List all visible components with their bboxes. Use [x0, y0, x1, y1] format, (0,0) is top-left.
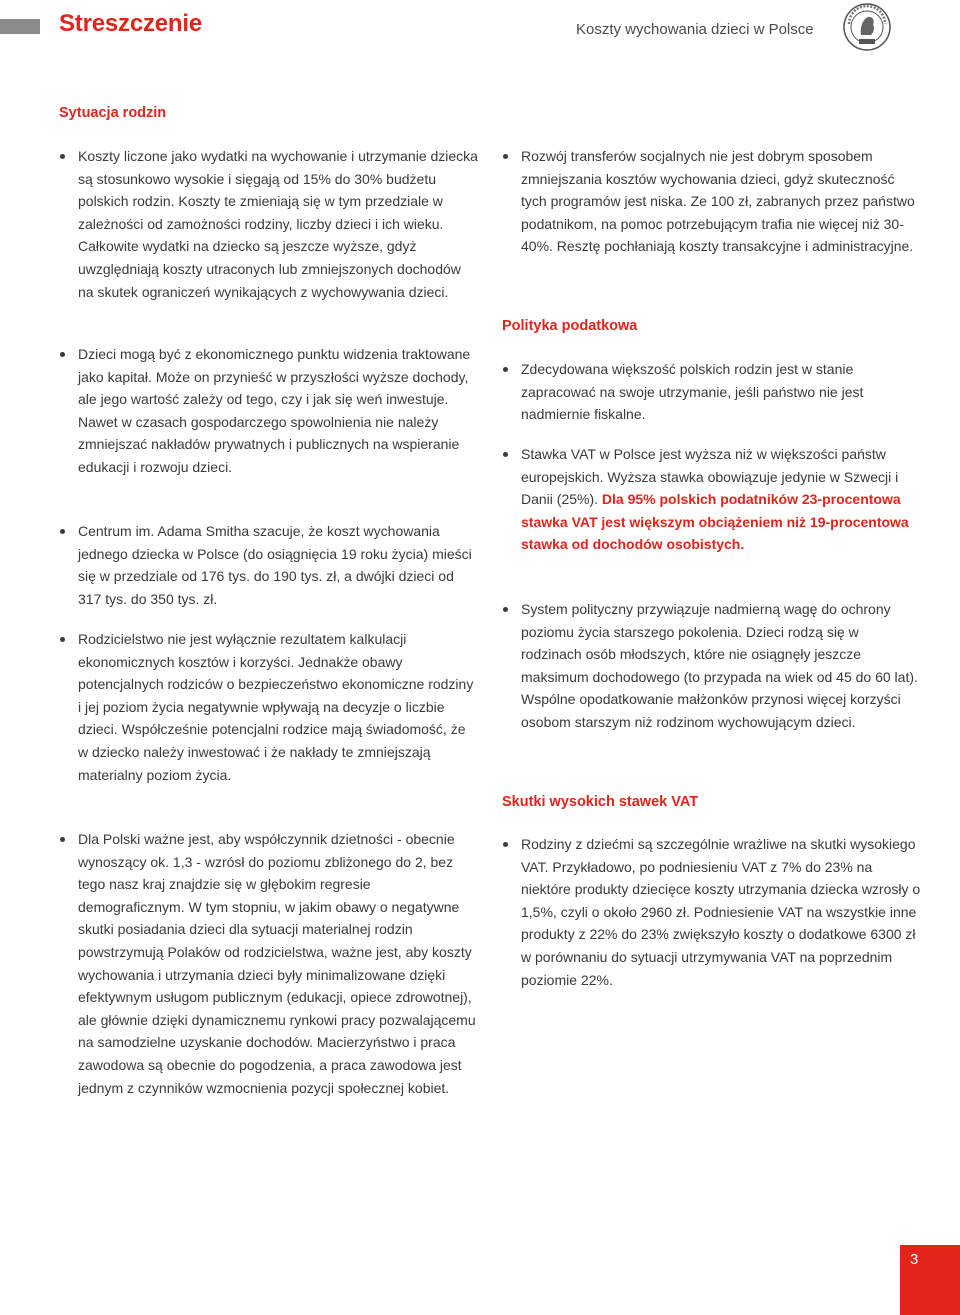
- list-item: Rozwój transferów socjalnych nie jest dobrym sposobem zmniejszania kosztów wychowania dzieci, gdyż skuteczność tych programów jest niska. Ze 100 zł, zabranych przez państwo podatnikom, na pomoc potrzebującym trafia nie więcej niż 30-40%. Resztę pochłaniają koszty transakcyjne i administracyjne.: [502, 145, 921, 258]
- list-item-highlight: Dla 95% polskich podatników 23-procentowa stawka VAT jest większym obciążeniem niż 19-procentowa stawka od dochodów osobistych.: [521, 491, 909, 553]
- page-title: Streszczenie: [59, 10, 203, 37]
- list-item: Koszty liczone jako wydatki na wychowanie i utrzymanie dziecka są stosunkowo wysokie i sięgają od 15% do 30% budżetu polskich rodzin. Koszty te zmieniają się w tym przedziale w zależności od zamożności rodziny, liczby dzieci i ich wieku. Całkowite wydatki na dziecko są jeszcze wyższe, gdyż uwzględniają koszty utraconych lub zmniejszonych dochodów na skutek ograniczeń wynikających z wychowywania dzieci.: [59, 145, 478, 303]
- list-item: System polityczny przywiązuje nadmierną wagę do ochrony poziomu życia starszego pokolenia. Dzieci rodzą się w rodzinach osób młodszych, które nie osiągnęły jeszcze maksimum dochodowego (to przypada na wiek od 45 do 60 lat). Wspólne opodatkowanie małżonków przynosi więcej korzyści osobom starszym niż rodzinom wychowującym dzieci.: [502, 598, 921, 734]
- document-title: Koszty wychowania dzieci w Polsce: [576, 21, 814, 38]
- page-number: 3: [910, 1251, 919, 1268]
- list-item: Centrum im. Adama Smitha szacuje, że koszt wychowania jednego dziecka w Polsce (do osiągnięcia 19 roku życia) mieści się w przedziale od 176 tys. do 190 tys. zł, a dwójki dzieci od 317 tys. do 350 tys. zł.: [59, 520, 478, 610]
- section-heading-sytuacja-rodzin: Sytuacja rodzin: [59, 105, 167, 121]
- adam-smith-centre-seal-icon: [842, 2, 892, 52]
- section-heading-skutki-vat: Skutki wysokich stawek VAT: [502, 794, 699, 810]
- list-item-text: Stawka VAT w Polsce jest wyższa niż w większości państw europejskich. Wyższa stawka obowiązuje jedynie w Szwecji i Danii (25%).: [521, 446, 899, 508]
- page-number-box: [900, 1245, 960, 1315]
- section-heading-polityka-podatkowa: Polityka podatkowa: [502, 318, 638, 334]
- list-item: Rodziny z dziećmi są szczególnie wrażliwe na skutki wysokiego VAT. Przykładowo, po podniesieniu VAT z 7% do 23% na niektóre produkty dziecięce koszty utrzymania dziecka wzrosły o 1,5%, czyli o około 2960 zł. Podniesienie VAT na wszystkie inne produkty z 22% do 23% zwiększyło koszty o dodatkowe 6300 zł w porównaniu do sytuacji utrzymywania VAT na poprzednim poziomie 22%.: [502, 833, 921, 991]
- list-item: Rodzicielstwo nie jest wyłącznie rezultatem kalkulacji ekonomicznych kosztów i korzyści. Jednakże obawy potencjalnych rodziców o bezpieczeństwo ekonomiczne rodziny i jej poziom życia negatywnie wpływają na decyzje o liczbie dzieci. Współcześnie potencjalni rodzice mają świadomość, że w dziecko należy inwestować i że nakłady te zmniejszają materialny poziom życia.: [59, 628, 478, 786]
- list-item: Zdecydowana większość polskich rodzin jest w stanie zapracować na swoje utrzymanie, jeśli państwo nie jest nadmiernie fiskalne.: [502, 358, 921, 426]
- list-item: [502, 443, 921, 556]
- list-item: Dla Polski ważne jest, aby współczynnik dzietności - obecnie wynoszący ok. 1,3 - wzrósł do poziomu zbliżonego do 2, bez tego nasz kraj znajdzie się w głębokim regresie demograficznym. W tym stopniu, w jakim obawy o negatywne skutki posiadania dzieci dla sytuacji materialnej rodzin powstrzymują Polaków od rodzicielstwa, ważne jest, aby koszty wychowania i utrzymania dzieci były minimalizowane dzięki efektywnym usługom publicznym (edukacji, opiece zdrowotnej), ale głównie dzięki dynamicznemu rynkowi pracy pozwalającemu na samodzielne uzyskanie dochodów. Macierzyństwo i praca zawodowa są obecnie do pogodzenia, a praca zawodowa jest jednym z czynników wzmocnienia pozycji społecznej kobiet.: [59, 828, 478, 1099]
- header-bar: [0, 19, 40, 34]
- list-item: Dzieci mogą być z ekonomicznego punktu widzenia traktowane jako kapitał. Może on przynieść w przyszłości wyższe dochody, ale jego wartość zależy od tego, czy i jak się weń inwestuje. Nawet w czasach gospodarczego spowolnienia nie należy zmniejszać nakładów prywatnych i publicznych na wspieranie edukacji i rozwoju dzieci.: [59, 343, 478, 479]
